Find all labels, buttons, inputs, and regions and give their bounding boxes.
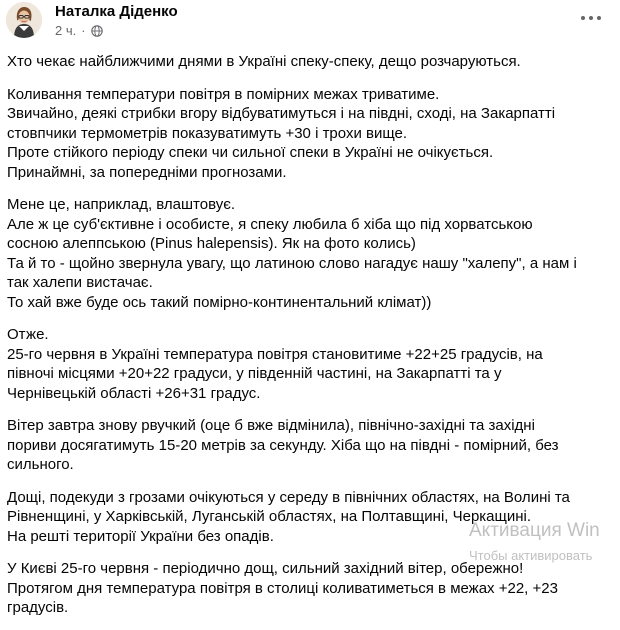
post-meta [55, 23, 103, 38]
watermark-subtitle: Чтобы активировать [469, 548, 593, 563]
avatar-photo [6, 2, 42, 38]
post-paragraph [7, 559, 615, 618]
post-line: стовпчики термометрів показуватимуть +30 і трохи вище. [7, 124, 408, 142]
post-line: сильного. [7, 456, 74, 473]
post-line: Проте стійкого періоду спеки чи сильної спеки в Україні не очікується. [7, 144, 494, 161]
post-line: То хай вже буде ось такий помірно-континентальний клімат)) [7, 293, 432, 311]
post-paragraph [7, 325, 615, 403]
post-line: так халепи вистачає. [7, 274, 153, 291]
post-line: Рівненщині, у Харківській, Луганській областях, на Полтавщині, Черкащині. [7, 508, 532, 525]
post-paragraph [7, 488, 615, 547]
globe-icon[interactable] [91, 25, 103, 37]
author-avatar[interactable] [6, 2, 42, 38]
post-line: Принаймні, за попередніми прогнозами. [7, 163, 287, 181]
post-line: сосною алеппською (Pinus halepensis). Як на фото колись) [7, 235, 416, 252]
more-options-icon[interactable] [573, 4, 609, 32]
meta-separator: · [81, 23, 86, 38]
post-time[interactable]: 2 ч. [55, 23, 77, 38]
post-line: пориви досягатимуть 15-20 метрів за секунду. Хіба що на півдні - помірний, без [7, 436, 559, 454]
post-paragraph [7, 195, 615, 312]
post-text [7, 52, 615, 630]
post-line: На решті території України без опадів. [7, 527, 274, 545]
post-line: Але ж це суб'єктивне і особисте, я спеку любила б хіба що під хорватською [7, 215, 533, 233]
post-line: 25-го червня в Україні температура повітря становитиме +22+25 градусів, на [7, 345, 543, 363]
post-line: півночі місцями +20+22 градуси, у південній частині, на Закарпатті та у [7, 365, 502, 382]
author-name[interactable]: Наталка Діденко [55, 3, 178, 20]
post-line: У Києві 25-го червня - періодично дощ, сильний західний вітер, обережно! [7, 560, 524, 577]
post-line: Звичайно, деякі стрибки вгору відбуватимуться і на півдні, сході, на Закарпатті [7, 105, 556, 122]
post-line: Мене це, наприклад, влаштовує. [7, 196, 236, 213]
post-line: Отже. [7, 326, 49, 343]
post-paragraph [7, 416, 615, 475]
post-line: Дощі, подекуди з грозами очікуються у середу в північних областях, на Волині та [7, 488, 570, 506]
post-paragraph [7, 52, 615, 72]
post-line: градусів. [7, 599, 69, 616]
post-line: Та й то - щойно звернула увагу, що латиною слово нагадує нашу "халепу", а нам і [7, 254, 577, 272]
post-line: Протягом дня температура повітря в столиці коливатиметься в межах +22, +23 [7, 579, 558, 597]
post-paragraph [7, 85, 615, 183]
watermark-title: Активация Win [469, 520, 600, 541]
post-line: Вітер завтра знову рвучкий (оце б вже відмінила), північно-західні та західні [7, 417, 535, 434]
post-line: Хто чекає найближчими днями в Україні спеку-спеку, дещо розчаруються. [7, 53, 521, 70]
post-line: Коливання температури повітря в помірних межах триватиме. [7, 85, 440, 103]
post-header [0, 0, 620, 44]
post-line: Чернівецькій області +26+31 градус. [7, 384, 261, 402]
